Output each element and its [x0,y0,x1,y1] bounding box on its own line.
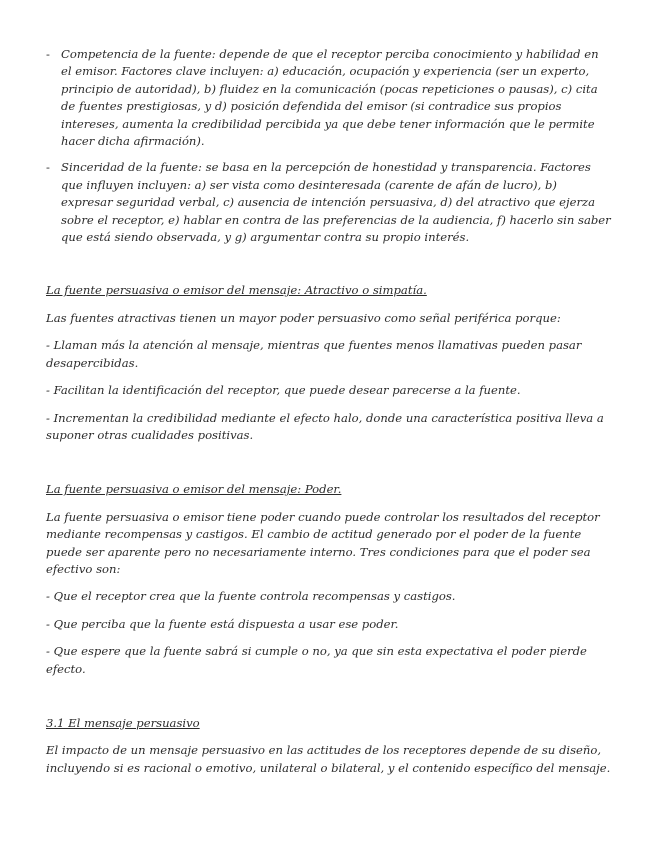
paragraph-mensaje-impacto: El impacto de un mensaje persuasivo en las actitudes de los receptores depende de su diseño, incluyendo si es racional o emotivo, unilateral o bilateral, y el contenido específico del mensaje. [46,743,611,775]
paragraph-poder-condicion-3: - Que espere que la fuente sabrá si cumple o no, ya que sin esta expectativa el poder pierde efecto. [46,644,587,676]
paragraph-poder-condicion-2: - Que perciba que la fuente está dispuesta a usar ese poder. [46,616,399,631]
paragraph-atractivo-identificacion: - Facilitan la identificación del receptor, que puede desear parecerse a la fuente. [46,383,521,398]
bullet-text: Competencia de la fuente: depende de que el receptor perciba conocimiento y habilidad en el emisor. Factores clave incluyen: a) educación, ocupación y experiencia (ser un experto, principio de autoridad), b) fluidez en la comunicación (pocas repeticiones o pausas), c) cita de fuentes prestigiosas, y d) posición defendida del emisor (si contradice sus propios intereses, aumenta la credibilidad percibida ya que debe tener información que le permite hacer dicha afirmación). [61,47,599,149]
heading-poder: La fuente persuasiva o emisor del mensaje: Poder. [46,482,342,497]
bullet-marker: - [46,160,50,175]
heading-mensaje-persuasivo: 3.1 El mensaje persuasivo [46,715,200,730]
paragraph-atractivo-halo: - Incrementan la credibilidad mediante el efecto halo, donde una característica positiva lleva a suponer otras cualidades positivas. [46,410,604,442]
bullet-sinceridad [46,159,611,246]
heading-atractivo: La fuente persuasiva o emisor del mensaje: Atractivo o simpatía. [46,283,427,298]
bullet-text: Sinceridad de la fuente: se basa en la percepción de honestidad y transparencia. Factores que influyen incluyen: a) ser vista como desinteresada (carente de afán de lucro), b) expresar seguridad verbal, c) ausencia de intención persuasiva, d) del atractivo que ejerza sobre el receptor, e) hablar en contra de las preferencias de la audiencia, f) hacerlo sin saber que está siendo observada, y g) argumentar contra su propio interés. [61,160,611,245]
paragraph-poder-intro: La fuente persuasiva o emisor tiene poder cuando puede controlar los resultados del receptor mediante recompensas y castigos. El cambio de actitud generado por el poder de la fuente puede ser aparente pero no necesariamente interno. Tres condiciones para que el poder sea efectivo son: [46,509,600,576]
paragraph-atractivo-atencion: - Llaman más la atención al mensaje, mientras que fuentes menos llamativas pueden pasar desapercibidas. [46,338,582,370]
bullet-marker: - [46,47,50,61]
bullet-competencia [46,46,611,150]
credibility-bullet-list [46,46,611,246]
paragraph-poder-condicion-1: - Que el receptor crea que la fuente controla recompensas y castigos. [46,589,456,604]
paragraph-atractivo-intro: Las fuentes atractivas tienen un mayor poder persuasivo como señal periférica porque: [46,310,561,325]
